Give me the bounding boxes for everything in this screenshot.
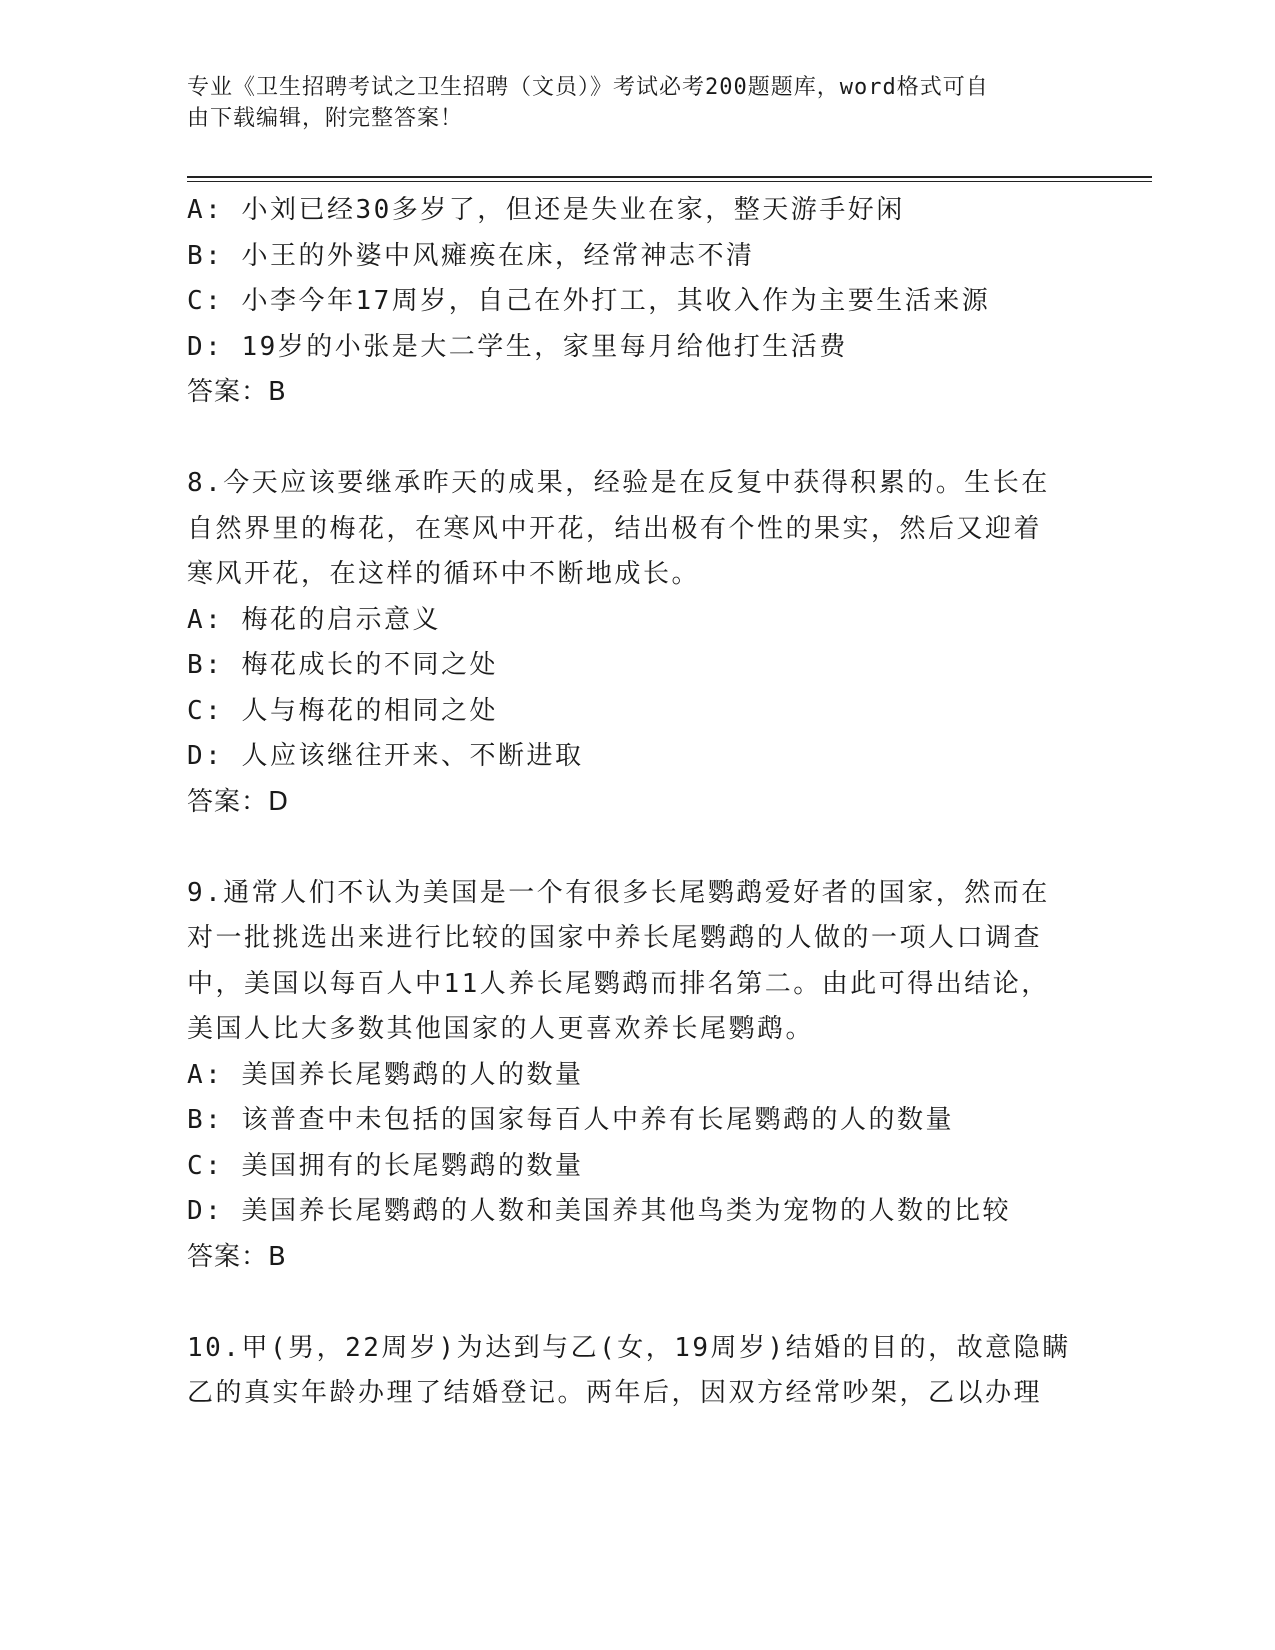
section-gap [187,416,1067,462]
question-stem-line: 乙的真实年龄办理了结婚登记。两年后，因双方经常吵架，乙以办理 [187,1378,1043,1408]
answer-label: 答案：D [187,786,290,817]
document-body [187,188,1071,1417]
option-a: A: 小刘已经30多岁了，但还是失业在家，整天游手好闲 [187,195,905,225]
section-gap [187,1280,1067,1326]
question-stem-line: 寒风开花，在这样的循环中不断地成长。 [187,559,701,589]
header-line-1: 专业《卫生招聘考试之卫生招聘（文员）》考试必考200题题库，word格式可自 [187,75,989,100]
question-stem-line: 10.甲(男，22周岁)为达到与乙(女，19周岁)结婚的目的，故意隐瞒 [187,1332,1071,1363]
option-d: D: 美国养长尾鹦鹉的人数和美国养其他鸟类为宠物的人数的比较 [187,1196,1011,1226]
option-b: B: 该普查中未包括的国家每百人中养有长尾鹦鹉的人的数量 [187,1105,954,1135]
question-8 [187,461,1067,825]
question-stem-line: 自然界里的梅花，在寒风中开花，结出极有个性的果实，然后又迎着 [187,513,1043,544]
option-c: C: 美国拥有的长尾鹦鹉的数量 [187,1150,584,1181]
option-c: C: 人与梅花的相同之处 [187,695,498,726]
option-a: A: 梅花的启示意义 [187,604,441,635]
option-b: B: 梅花成长的不同之处 [187,650,498,680]
header-divider-thick [187,176,1152,178]
section-gap [187,825,1067,871]
answer-label: 答案：B [187,377,287,407]
question-stem-line: 中，美国以每百人中11人养长尾鹦鹉而排名第二。由此可得出结论， [187,968,1050,999]
question-stem-line: 8.今天应该要继承昨天的成果，经验是在反复中获得积累的。生长在 [187,468,1050,498]
question-9 [187,871,1067,1281]
option-d: D: 19岁的小张是大二学生，家里每月给他打生活费 [187,331,848,362]
question-stem-line: 9.通常人们不认为美国是一个有很多长尾鹦鹉爱好者的国家，然而在 [187,877,1050,908]
question-10 [187,1326,1071,1417]
document-header [187,72,1067,134]
header-divider-thin [187,181,1152,182]
option-b: B: 小王的外婆中风瘫痪在床，经常神志不清 [187,240,755,271]
question-7 [187,188,1067,416]
question-stem-line: 美国人比大多数其他国家的人更喜欢养长尾鹦鹉。 [187,1014,815,1044]
answer-label: 答案：B [187,1241,287,1272]
option-a: A: 美国养长尾鹦鹉的人的数量 [187,1059,584,1090]
question-stem-line: 对一批挑选出来进行比较的国家中养长尾鹦鹉的人做的一项人口调查 [187,923,1043,953]
option-d: D: 人应该继往开来、不断进取 [187,741,584,771]
option-c: C: 小李今年17周岁，自己在外打工，其收入作为主要生活来源 [187,286,991,316]
header-line-2: 由下载编辑，附完整答案！ [187,106,464,131]
